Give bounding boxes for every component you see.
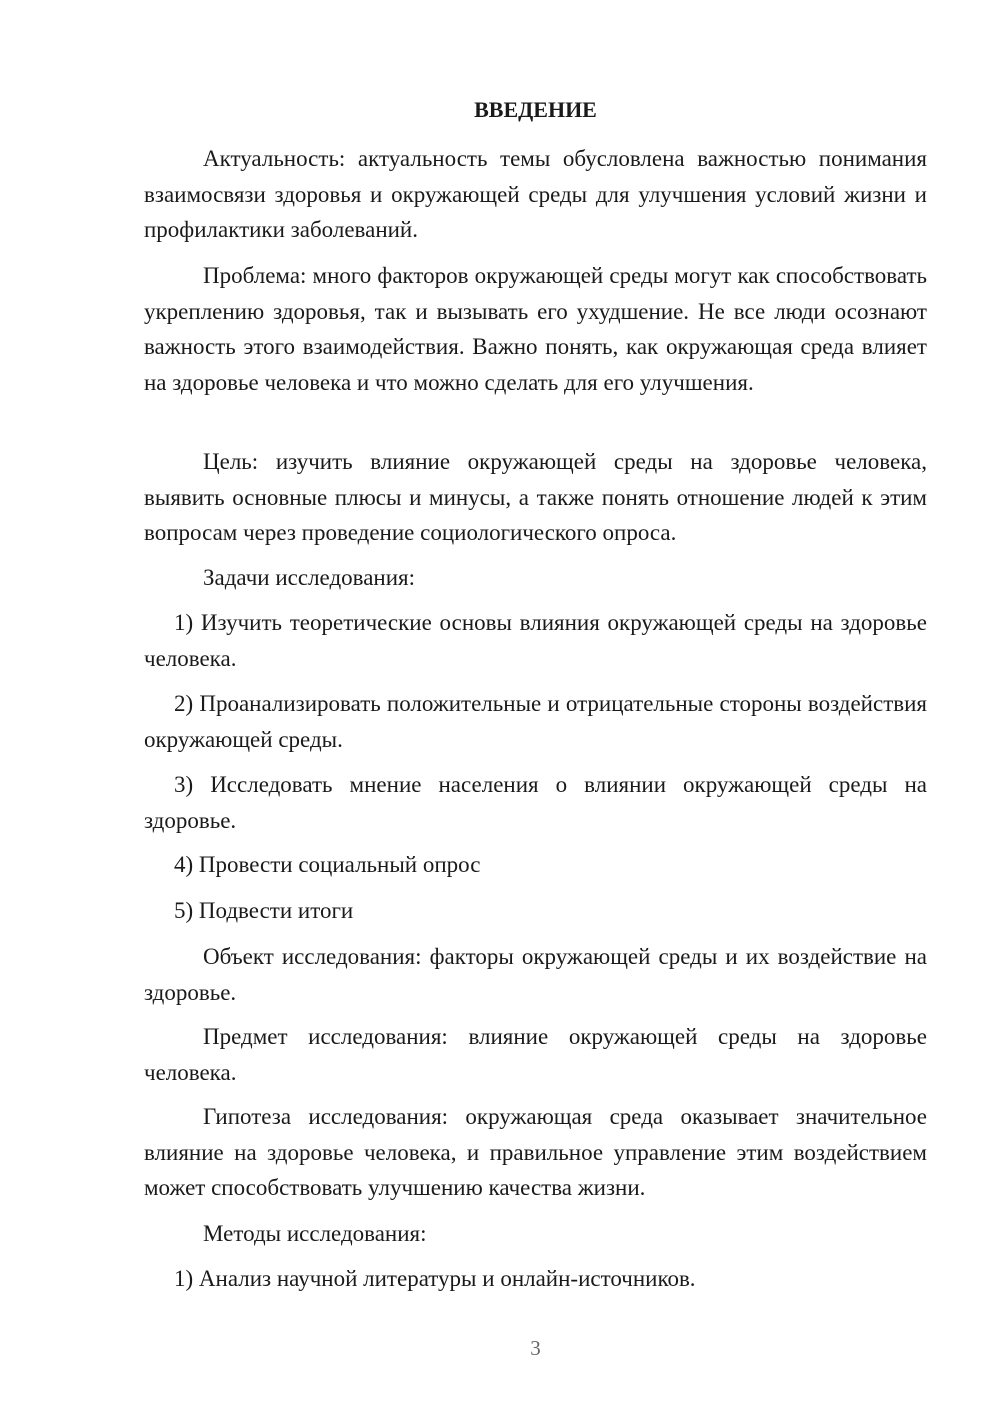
list-item-task-5: 5) Подвести итоги	[174, 898, 354, 923]
paragraph-hypothesis: Гипотеза исследования: окружающая среда оказывает значительное влияние на здоровье человека, и правильное управление этим воздействием может способствовать улучшению качества жизни.	[144, 1104, 927, 1200]
paragraph-goal: Цель: изучить влияние окружающей среды на здоровье человека, выявить основные плюсы и минусы, а также понять отношение людей к этим вопросам через проведение социологического опроса.	[144, 449, 927, 545]
list-item-task-4: 4) Провести социальный опрос	[174, 852, 481, 877]
page-number: 3	[530, 1336, 541, 1360]
list-item-task-3: 3) Исследовать мнение населения о влиянии окружающей среды на здоровье.	[144, 772, 927, 833]
list-item-task-1: 1) Изучить теоретические основы влияния окружающей среды на здоровье человека.	[144, 610, 927, 671]
list-item-method-1: 1) Анализ научной литературы и онлайн-источников.	[174, 1266, 696, 1291]
paragraph-subject: Предмет исследования: влияние окружающей среды на здоровье человека.	[144, 1024, 927, 1085]
paragraph-methods-heading: Методы исследования:	[203, 1221, 427, 1246]
paragraph-problem: Проблема: много факторов окружающей среды могут как способствовать укреплению здоровья, так и вызывать его ухудшение. Не все люди осознают важность этого взаимодействия. Важно понять, как окружающая среда влияет на здоровье человека и что можно сделать для его улучшения.	[144, 263, 927, 395]
paragraph-relevance: Актуальность: актуальность темы обусловлена важностью понимания взаимосвязи здоровья и окружающей среды для улучшения условий жизни и профилактики заболеваний.	[144, 146, 927, 242]
list-item-task-2: 2) Проанализировать положительные и отрицательные стороны воздействия окружающей среды.	[144, 691, 927, 752]
page-title: ВВЕДЕНИЕ	[474, 97, 597, 122]
paragraph-object: Объект исследования: факторы окружающей среды и их воздействие на здоровье.	[144, 944, 927, 1005]
paragraph-tasks-heading: Задачи исследования:	[203, 565, 416, 590]
